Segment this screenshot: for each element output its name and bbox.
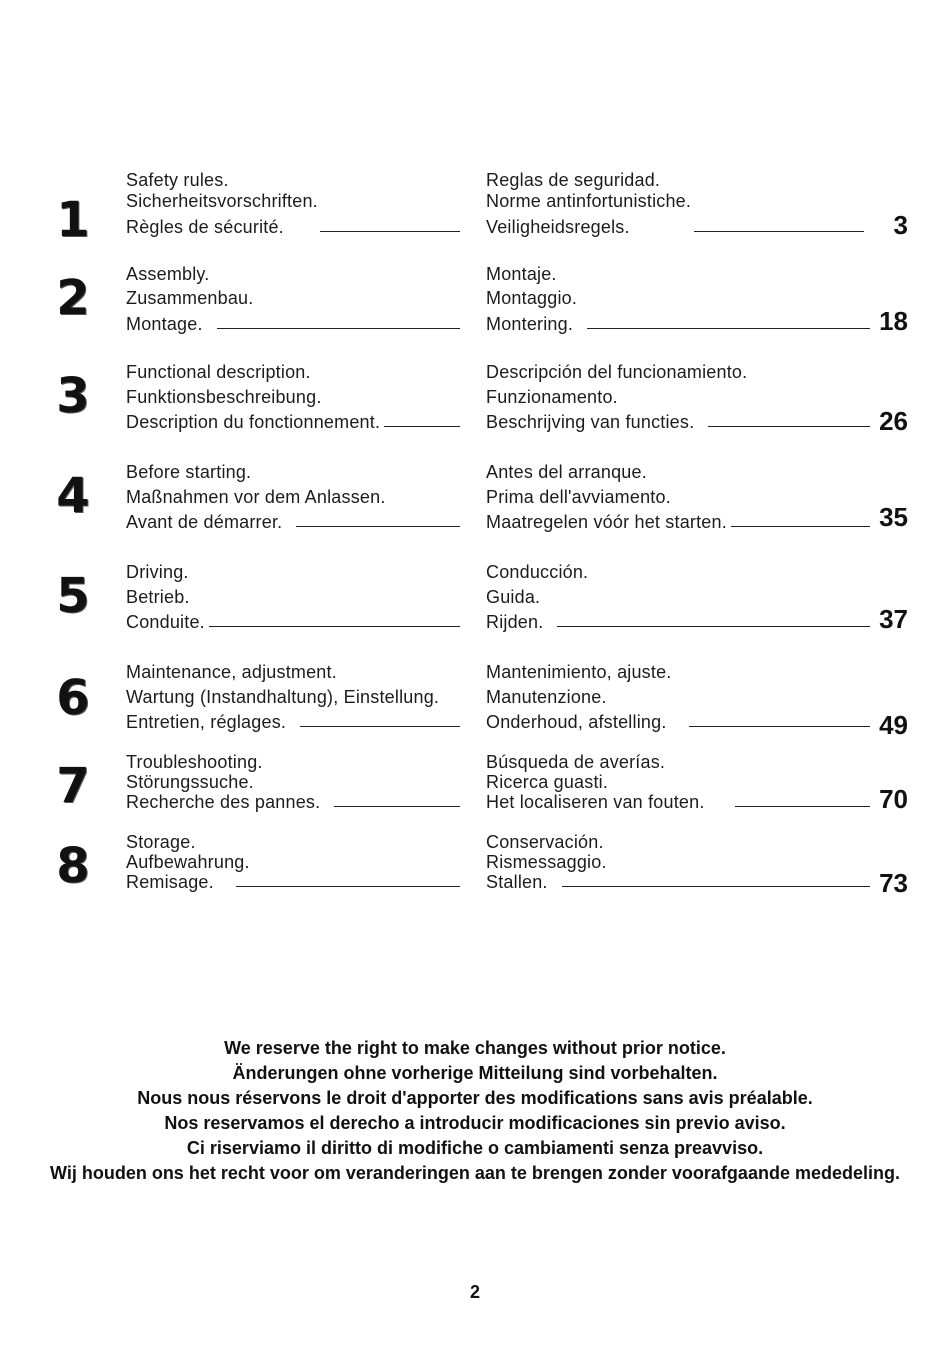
- toc-line: [126, 170, 460, 191]
- toc-title-it: Guida.: [486, 587, 541, 607]
- toc-title-fr: Entretien, réglages.: [126, 712, 287, 732]
- toc-title-nl: Beschrijving van functies.: [486, 412, 695, 432]
- toc-title-es: Reglas de seguridad.: [486, 170, 661, 190]
- dotted-leader: [296, 526, 460, 527]
- toc-line: [486, 792, 870, 812]
- toc-line: [486, 170, 870, 191]
- toc-title-de: Betrieb.: [126, 587, 190, 607]
- toc-line: [126, 191, 460, 212]
- toc-line: [486, 832, 870, 852]
- toc-title-en: Functional description.: [126, 362, 311, 382]
- toc-title-it: Norme antinfortunistiche.: [486, 191, 692, 211]
- toc-line: [486, 410, 870, 435]
- toc-line: [126, 286, 460, 310]
- toc-line: [486, 191, 870, 212]
- toc-left-column: [126, 752, 460, 812]
- toc-line: [126, 710, 460, 735]
- toc-title-de: Wartung (Instandhaltung), Einstellung.: [126, 687, 440, 707]
- section-number: 1: [56, 192, 90, 248]
- toc-left-column: [126, 660, 476, 735]
- toc-line: [126, 585, 460, 610]
- toc-title-it: Montaggio.: [486, 288, 578, 308]
- toc-line: [486, 852, 870, 872]
- toc-line: [126, 610, 460, 635]
- section-number: 4: [56, 468, 90, 524]
- toc-title-it: Manutenzione.: [486, 687, 607, 707]
- toc-left-column: [126, 560, 460, 635]
- toc-title-nl: Rijden.: [486, 612, 544, 632]
- toc-line: [486, 360, 870, 385]
- toc-line: [126, 772, 460, 792]
- page-reference: 37: [879, 604, 908, 634]
- section-number: 6: [56, 670, 90, 726]
- toc-line: [126, 262, 460, 286]
- toc-title-fr: Recherche des pannes.: [126, 792, 321, 812]
- toc-title-de: Störungssuche.: [126, 772, 254, 792]
- toc-line: [486, 560, 870, 585]
- notice-line-de: Änderungen ohne vorherige Mitteilung sind vorbehalten.: [232, 1063, 718, 1083]
- toc-line: [486, 660, 870, 685]
- toc-title-es: Búsqueda de averías.: [486, 752, 666, 772]
- dotted-leader: [300, 726, 460, 727]
- toc-title-fr: Conduite.: [126, 612, 205, 632]
- section-number: 8: [56, 838, 90, 894]
- toc-right-column: [486, 752, 870, 812]
- toc-title-en: Assembly.: [126, 264, 210, 284]
- toc-title-de: Maßnahmen vor dem Anlassen.: [126, 487, 386, 507]
- toc-right-column: [486, 360, 870, 435]
- toc-title-es: Mantenimiento, ajuste.: [486, 662, 672, 682]
- dotted-leader: [320, 231, 460, 232]
- dotted-leader: [557, 626, 870, 627]
- toc-line: [126, 752, 460, 772]
- toc-title-nl: Montering.: [486, 314, 574, 334]
- toc-title-en: Troubleshooting.: [126, 752, 263, 772]
- toc-line: [486, 772, 870, 792]
- notice-line-it: Ci riserviamo il diritto di modifiche o cambiamenti senza preavviso.: [186, 1138, 764, 1158]
- toc-title-en: Safety rules.: [126, 170, 229, 190]
- toc-line: [486, 710, 870, 735]
- toc-line: [486, 286, 870, 310]
- toc-line: [126, 460, 460, 485]
- toc-right-column: [486, 560, 870, 635]
- notice-line-nl: Wij houden ons het recht voor om veranderingen aan te brengen zonder voorafgaande mededeling.: [50, 1163, 900, 1183]
- toc-line: [486, 385, 870, 410]
- toc-right-column: [486, 832, 870, 892]
- page-reference: 70: [879, 784, 908, 814]
- toc-title-it: Prima dell'avviamento.: [486, 487, 671, 507]
- page-reference: 3: [893, 210, 908, 240]
- dotted-leader: [236, 886, 460, 887]
- dotted-leader: [334, 806, 460, 807]
- toc-line: [486, 872, 870, 892]
- toc-title-fr: Description du fonctionnement.: [126, 412, 381, 432]
- toc-line: [126, 217, 460, 238]
- notice-line-en: We reserve the right to make changes without prior notice.: [224, 1038, 726, 1058]
- section-number: 2: [56, 270, 90, 326]
- toc-left-column: [126, 360, 460, 435]
- toc-line: [126, 792, 460, 812]
- toc-line: [126, 410, 460, 435]
- toc-line: [126, 660, 476, 685]
- toc-title-it: Funzionamento.: [486, 387, 618, 407]
- notice-line-es: Nos reservamos el derecho a introducir modificaciones sin previo aviso.: [164, 1113, 786, 1133]
- toc-line: [486, 510, 870, 535]
- toc-line: [126, 312, 460, 336]
- toc-left-column: [126, 170, 460, 238]
- toc-left-column: [126, 460, 460, 535]
- toc-right-column: [486, 262, 870, 336]
- toc-line: [486, 752, 870, 772]
- toc-title-fr: Avant de démarrer.: [126, 512, 283, 532]
- toc-title-fr: Règles de sécurité.: [126, 217, 284, 237]
- toc-title-de: Aufbewahrung.: [126, 852, 250, 872]
- toc-title-es: Descripción del funcionamiento.: [486, 362, 748, 382]
- toc-line: [126, 510, 460, 535]
- section-number: 5: [56, 568, 90, 624]
- toc-line: [486, 585, 870, 610]
- toc-title-nl: Veiligheidsregels.: [486, 217, 630, 237]
- toc-line: [486, 685, 870, 710]
- toc-line: [486, 460, 870, 485]
- toc-title-it: Ricerca guasti.: [486, 772, 609, 792]
- toc-title-es: Antes del arranque.: [486, 462, 647, 482]
- section-number: 7: [56, 758, 90, 814]
- toc-right-column: [486, 660, 870, 735]
- notice-line-fr: Nous nous réservons le droit d'apporter des modifications sans avis préalable.: [137, 1088, 813, 1108]
- page-reference: 49: [879, 710, 908, 740]
- page-number: 2: [469, 1282, 480, 1302]
- toc-line: [126, 832, 460, 852]
- toc-title-en: Before starting.: [126, 462, 252, 482]
- toc-title-en: Storage.: [126, 832, 196, 852]
- page-reference: 35: [879, 502, 908, 532]
- toc-title-nl: Onderhoud, afstelling.: [486, 712, 667, 732]
- toc-line: [126, 360, 460, 385]
- toc-right-column: [486, 460, 870, 535]
- toc-title-en: Driving.: [126, 562, 189, 582]
- toc-line: [486, 217, 870, 238]
- toc-title-nl: Stallen.: [486, 872, 548, 892]
- toc-title-it: Rismessaggio.: [486, 852, 607, 872]
- toc-line: [126, 872, 460, 892]
- toc-title-de: Sicherheitsvorschriften.: [126, 191, 318, 211]
- toc-line: [486, 610, 870, 635]
- toc-title-es: Conducción.: [486, 562, 589, 582]
- toc-title-de: Zusammenbau.: [126, 288, 254, 308]
- toc-title-es: Conservación.: [486, 832, 604, 852]
- toc-left-column: [126, 832, 460, 892]
- section-number: 3: [56, 368, 90, 424]
- dotted-leader: [384, 426, 460, 427]
- page-reference: 18: [879, 306, 908, 336]
- toc-title-en: Maintenance, adjustment.: [126, 662, 337, 682]
- dotted-leader: [217, 328, 460, 329]
- page-reference: 26: [879, 406, 908, 436]
- toc-line: [486, 485, 870, 510]
- toc-line: [486, 262, 870, 286]
- toc-line: [126, 560, 460, 585]
- dotted-leader: [209, 626, 460, 627]
- toc-title-fr: Montage.: [126, 314, 203, 334]
- toc-title-de: Funktionsbeschreibung.: [126, 387, 322, 407]
- change-notice: [0, 1036, 950, 1186]
- page-reference: 73: [879, 868, 908, 898]
- toc-line: [126, 685, 476, 710]
- toc-title-es: Montaje.: [486, 264, 557, 284]
- toc-line: [486, 312, 870, 336]
- toc-title-fr: Remisage.: [126, 872, 214, 892]
- toc-title-nl: Het localiseren van fouten.: [486, 792, 705, 812]
- toc-line: [126, 852, 460, 872]
- toc-line: [126, 385, 460, 410]
- toc-right-column: [486, 170, 870, 238]
- toc-line: [126, 485, 460, 510]
- dotted-leader: [562, 886, 870, 887]
- toc-title-nl: Maatregelen vóór het starten.: [486, 512, 727, 532]
- toc-left-column: [126, 262, 460, 336]
